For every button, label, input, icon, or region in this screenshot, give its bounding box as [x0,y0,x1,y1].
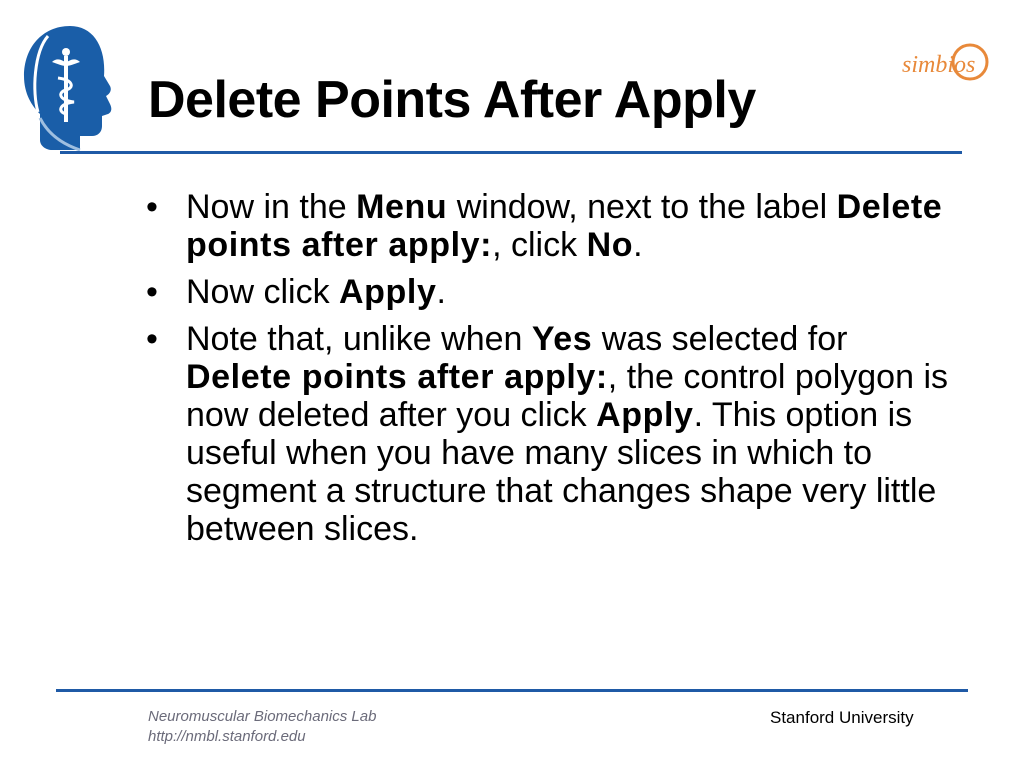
bullet-bold-text: No [586,226,634,264]
title-divider [60,151,962,154]
bullet-text: window, next to the label [447,188,837,226]
bullet-item [142,320,952,548]
bullet-text: , click [492,226,587,264]
simbios-logo-text: simbios [902,52,976,78]
slicer-head-caduceus-icon [18,22,122,154]
bullet-text: Now in the [186,188,357,226]
bullet-marker: • [146,188,158,226]
bullet-item [142,273,952,311]
bullet-bold-text: Yes [531,320,593,358]
bullet-text: Now click [186,273,340,311]
bullet-bold-text: Delete points after apply: [186,188,943,264]
footer-lab-info [148,707,376,747]
footer-divider [56,689,968,692]
footer-university: Stanford University [770,708,914,727]
bullet-bold-text: Menu [356,188,448,226]
simbios-logo [900,40,992,86]
bullet-list [142,188,952,557]
bullet-text: Note that, unlike when [186,320,532,358]
bullet-item [142,188,952,264]
footer-lab-name: Neuromuscular Biomechanics Lab [148,708,377,725]
bullet-text: , the control polygon is now deleted after you click [186,358,948,434]
bullet-text: . This option is useful when you have many slices in which to segment a structure that changes shape very little between slices. [186,396,937,548]
bullet-text: . [436,273,446,311]
bullet-bold-text: Apply [339,273,437,311]
slide-title: Delete Points After Apply [148,71,756,129]
bullet-bold-text: Delete points after apply: [186,358,608,396]
footer-lab-url: http://nmbl.stanford.edu [148,728,306,745]
bullet-text: was selected for [592,320,848,358]
bullet-marker: • [146,320,158,358]
bullet-marker: • [146,273,158,311]
bullet-bold-text: Apply [596,396,694,434]
bullet-text: . [633,226,643,264]
